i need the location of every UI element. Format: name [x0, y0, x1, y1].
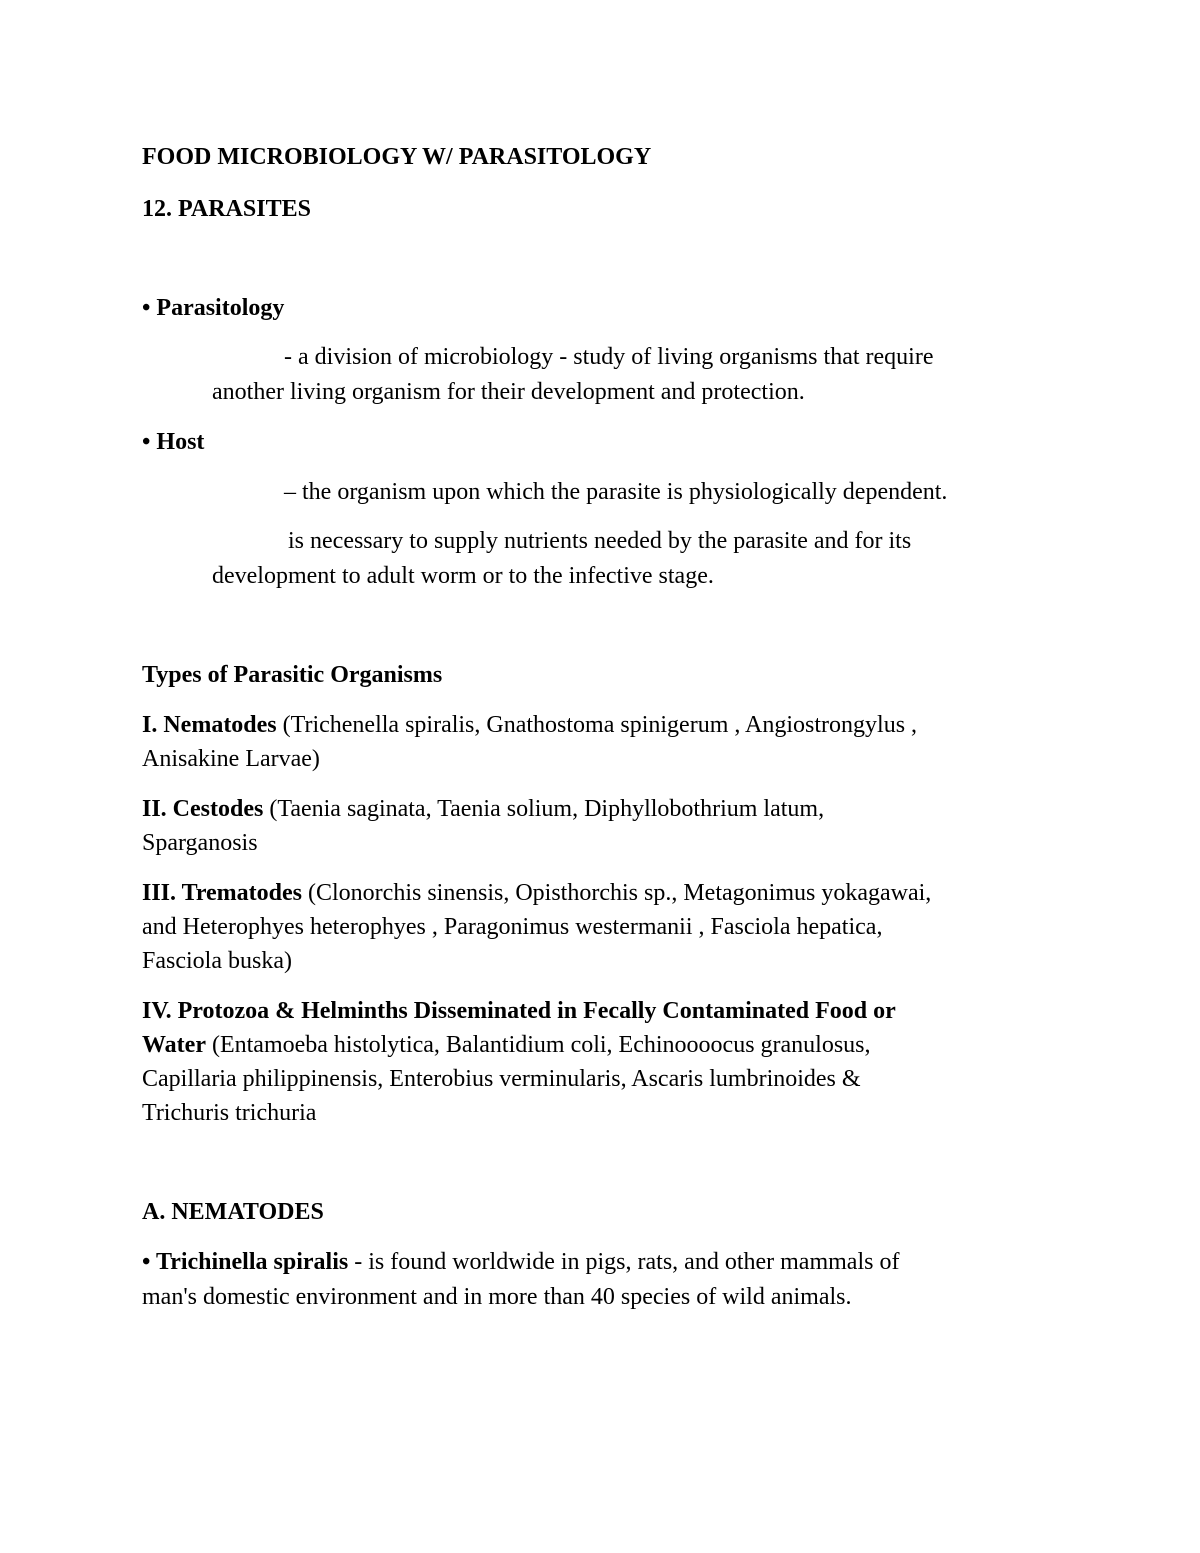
bullet-text: - is found worldwide in pigs, rats, and other mammals of — [348, 1249, 900, 1275]
type-item-nematodes — [142, 710, 917, 740]
trichinella-text-line: man's domestic environment and in more than 40 species of wild animals. — [142, 1284, 852, 1310]
parasitology-definition-line: - a division of microbiology - study of living organisms that require — [284, 344, 934, 370]
type-examples-line: and Heterophyes heterophyes , Paragonimus westermanii , Fasciola hepatica, — [142, 914, 883, 940]
section-heading-nematodes: A. NEMATODES — [142, 1199, 324, 1225]
type-examples: (Taenia saginata, Taenia solium, Diphyllobothrium latum, — [263, 796, 825, 822]
type-examples-line: Capillaria philippinensis, Enterobius verminularis, Ascaris lumbrinoides & — [142, 1066, 861, 1092]
type-item-cestodes — [142, 794, 824, 824]
document-subtitle: 12. PARASITES — [142, 196, 311, 222]
type-examples: (Trichenella spiralis, Gnathostoma spinigerum , Angiostrongylus , — [276, 712, 918, 738]
host-definition-line: – the organism upon which the parasite is physiologically dependent. — [284, 479, 948, 505]
type-examples-line: Fasciola buska) — [142, 948, 292, 974]
bullet-term: • Trichinella spiralis — [142, 1249, 349, 1275]
type-label: III. Trematodes — [142, 880, 303, 906]
host-term: • Host — [142, 429, 205, 455]
type-examples-line: Anisakine Larvae) — [142, 746, 320, 772]
trichinella-bullet — [142, 1247, 899, 1277]
host-description-line: is necessary to supply nutrients needed by the parasite and for its — [288, 528, 912, 554]
type-item-trematodes — [142, 878, 931, 908]
type-examples: (Clonorchis sinensis, Opisthorchis sp., Metagonimus yokagawai, — [302, 880, 932, 906]
document-title: FOOD MICROBIOLOGY W/ PARASITOLOGY — [142, 144, 652, 170]
type-label: Water — [142, 1032, 206, 1058]
type-label: I. Nematodes — [142, 712, 277, 738]
host-description-line: development to adult worm or to the infective stage. — [212, 563, 714, 589]
type-examples-line — [142, 1030, 871, 1060]
parasitology-term: • Parasitology — [142, 295, 285, 321]
parasitology-definition-line: another living organism for their development and protection. — [212, 379, 805, 405]
type-examples: (Entamoeba histolytica, Balantidium coli, Echinoooocus granulosus, — [205, 1032, 871, 1058]
type-examples-line: Sparganosis — [142, 830, 258, 856]
type-label: II. Cestodes — [142, 796, 264, 822]
types-heading: Types of Parasitic Organisms — [142, 662, 443, 688]
type-examples-line: Trichuris trichuria — [142, 1100, 317, 1126]
type-item-protozoa-helminths: IV. Protozoa & Helminths Disseminated in Fecally Contaminated Food or — [142, 998, 896, 1024]
